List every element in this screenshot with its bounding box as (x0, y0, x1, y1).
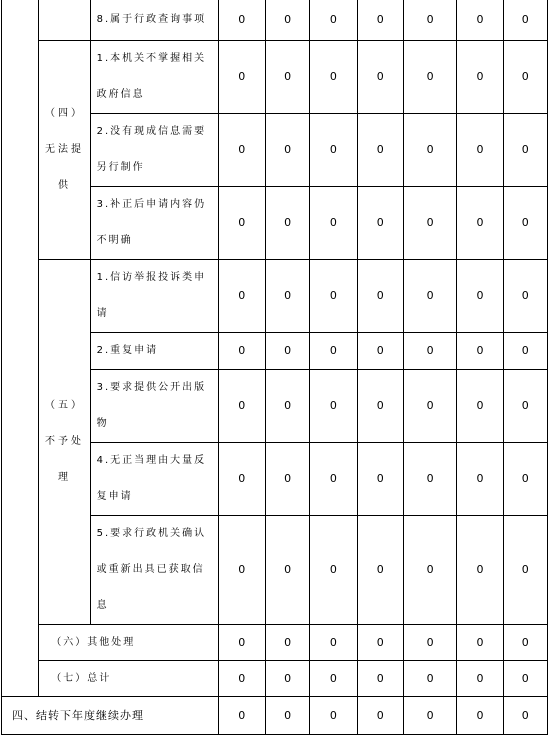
cell-value: 0 (457, 443, 503, 516)
cell-value: 0 (403, 260, 456, 333)
cell-value: 0 (218, 333, 265, 370)
cell-value: 0 (357, 260, 403, 333)
cell-value: 0 (457, 333, 503, 370)
cell-value: 0 (218, 370, 265, 443)
cell-value: 0 (503, 661, 547, 697)
row-label: 4.无正当理由大量反复申请 (90, 443, 218, 516)
cell-value: 0 (218, 0, 265, 41)
cell-value: 0 (310, 443, 357, 516)
cell-value: 0 (310, 333, 357, 370)
cell-value: 0 (403, 516, 456, 625)
cell-value: 0 (357, 370, 403, 443)
cell-value: 0 (503, 260, 547, 333)
row-label: 1.信访举报投诉类申请 (90, 260, 218, 333)
row-label: （七）总计 (39, 661, 218, 697)
cell-value: 0 (265, 260, 309, 333)
cell-value: 0 (503, 625, 547, 661)
cell-value: 0 (357, 661, 403, 697)
cell-value: 0 (218, 443, 265, 516)
group-cell-empty (39, 0, 90, 41)
cell-value: 0 (265, 333, 309, 370)
cell-value: 0 (357, 333, 403, 370)
cell-value: 0 (265, 41, 309, 114)
cell-value: 0 (403, 661, 456, 697)
cell-value: 0 (310, 370, 357, 443)
cell-value: 0 (310, 0, 357, 41)
cell-value: 0 (503, 370, 547, 443)
cell-value: 0 (457, 370, 503, 443)
cell-value: 0 (457, 697, 503, 735)
cell-value: 0 (503, 516, 547, 625)
cell-value: 0 (503, 41, 547, 114)
cell-value: 0 (503, 697, 547, 735)
row-label: 3.补正后申请内容仍不明确 (90, 187, 218, 260)
cell-value: 0 (403, 114, 456, 187)
cell-value: 0 (265, 661, 309, 697)
cell-value: 0 (457, 260, 503, 333)
cell-value: 0 (357, 443, 403, 516)
group-label-not-processed: （五）不予处理 (39, 260, 90, 625)
row-label: 四、结转下年度继续办理 (2, 697, 219, 735)
table-row (2, 661, 548, 697)
row-label: 2.没有现成信息需要另行制作 (90, 114, 218, 187)
table-row (2, 260, 548, 333)
cell-value: 0 (218, 697, 265, 735)
row-label: 5.要求行政机关确认或重新出具已获取信息 (90, 516, 218, 625)
cell-value: 0 (357, 516, 403, 625)
cell-value: 0 (265, 187, 309, 260)
cell-value: 0 (457, 0, 503, 41)
cell-value: 0 (403, 443, 456, 516)
cell-value: 0 (403, 625, 456, 661)
cell-value: 0 (503, 333, 547, 370)
cell-value: 0 (310, 114, 357, 187)
cell-value: 0 (218, 516, 265, 625)
cell-value: 0 (265, 370, 309, 443)
row-label: 2.重复申请 (90, 333, 218, 370)
cell-value: 0 (403, 0, 456, 41)
cell-value: 0 (310, 41, 357, 114)
cell-value: 0 (310, 187, 357, 260)
cell-value: 0 (310, 625, 357, 661)
cell-value: 0 (357, 697, 403, 735)
cell-value: 0 (457, 187, 503, 260)
cell-value: 0 (503, 114, 547, 187)
table-row (2, 41, 548, 114)
cell-value: 0 (265, 516, 309, 625)
cell-value: 0 (310, 661, 357, 697)
cell-value: 0 (457, 516, 503, 625)
cell-value: 0 (403, 333, 456, 370)
cell-value: 0 (265, 114, 309, 187)
cell-value: 0 (218, 260, 265, 333)
row-label: 1.本机关不掌握相关政府信息 (90, 41, 218, 114)
statistics-table (1, 0, 548, 735)
row-label: （六）其他处理 (39, 625, 218, 661)
cell-value: 0 (403, 697, 456, 735)
cell-value: 0 (357, 114, 403, 187)
cell-value: 0 (457, 114, 503, 187)
cell-value: 0 (265, 443, 309, 516)
cell-value: 0 (310, 260, 357, 333)
cell-value: 0 (218, 661, 265, 697)
table-row (2, 0, 548, 41)
cell-value: 0 (218, 187, 265, 260)
cell-value: 0 (357, 0, 403, 41)
row-label: 8.属于行政查询事项 (90, 0, 218, 41)
cell-value: 0 (457, 625, 503, 661)
cell-value: 0 (218, 625, 265, 661)
cell-value: 0 (357, 41, 403, 114)
table-row (2, 697, 548, 735)
outer-merged-cell (2, 0, 39, 697)
cell-value: 0 (310, 516, 357, 625)
cell-value: 0 (403, 187, 456, 260)
group-label-unable-to-provide: （四）无法提供 (39, 41, 90, 260)
cell-value: 0 (357, 625, 403, 661)
cell-value: 0 (403, 41, 456, 114)
cell-value: 0 (265, 0, 309, 41)
cell-value: 0 (503, 443, 547, 516)
cell-value: 0 (218, 114, 265, 187)
cell-value: 0 (357, 187, 403, 260)
cell-value: 0 (310, 697, 357, 735)
cell-value: 0 (218, 41, 265, 114)
cell-value: 0 (265, 697, 309, 735)
cell-value: 0 (503, 0, 547, 41)
table-row (2, 625, 548, 661)
cell-value: 0 (457, 661, 503, 697)
cell-value: 0 (403, 370, 456, 443)
cell-value: 0 (265, 625, 309, 661)
cell-value: 0 (457, 41, 503, 114)
row-label: 3.要求提供公开出版物 (90, 370, 218, 443)
cell-value: 0 (503, 187, 547, 260)
